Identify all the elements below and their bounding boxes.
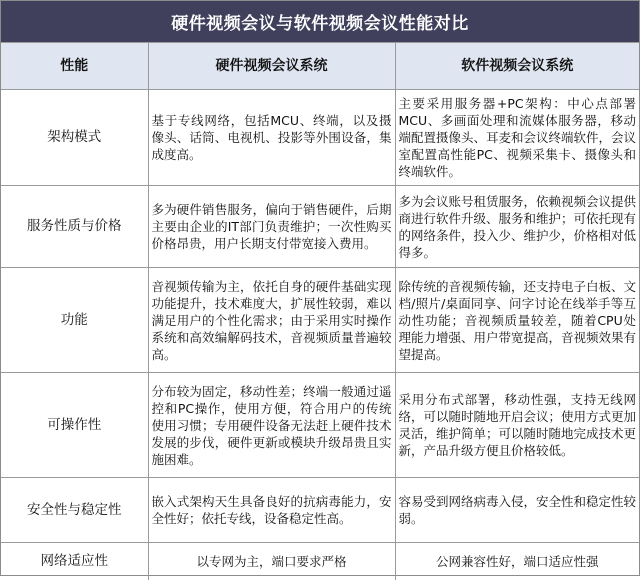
table-row	[1, 90, 639, 186]
table-row	[1, 373, 639, 478]
table-row	[1, 186, 639, 268]
header-hardware-system: 硬件视频会议系统	[148, 43, 395, 90]
software-cell: 主要采用服务器+PC架构：中心点部署MCU、多画面处理和流媒体服务器，移动端配置摄像头、耳麦和会议终端软件，会议室配置高性能PC、视频采集卡、摄像头和终端软件。	[395, 90, 639, 186]
table-row	[1, 268, 639, 373]
header-performance: 性能	[1, 43, 148, 90]
row-label: 服务性质与价格	[1, 186, 148, 268]
hardware-cell: 音视频传输为主，依托自身的硬件基础实现功能提升，技术难度大，扩展性较弱，难以满足用户的个性化需求；由于采用实时操作系统和高效编解码技术，音视频质量普遍较高。	[148, 268, 395, 373]
row-label: 安全性与稳定性	[1, 478, 148, 543]
row-label: 架构模式	[1, 90, 148, 186]
table-row	[1, 543, 639, 580]
table-row	[1, 478, 639, 543]
hardware-cell: 多为硬件销售服务，偏向于销售硬件，后期主要由企业的IT部门负责维护；一次性购买价格昂贵，用户长期支付带宽接入费用。	[148, 186, 395, 268]
hardware-cell: 嵌入式架构天生具备良好的抗病毒能力，安全性好；依托专线，设备稳定性高。	[148, 478, 395, 543]
software-cell: 采用分布式部署，移动性强，支持无线网络，可以随时随地开启会议；使用方式更加灵活，维护简单；可以随时随地完成技术更新，产品升级方便且价格较低。	[395, 373, 639, 478]
table-title: 硬件视频会议与软件视频会议性能对比	[1, 1, 639, 42]
software-cell: 除传统的音视频传输，还支持电子白板、文档/照片/桌面同享、问字讨论在线举手等互动性功能；音视频质量较差，随着CPU处理能力增强、用户带宽提高，音视频效果有望提高。	[395, 268, 639, 373]
header-software-system: 软件视频会议系统	[395, 43, 639, 90]
comparison-table	[1, 42, 639, 580]
row-label: 功能	[1, 268, 148, 373]
hardware-cell: 基于专线网络，包括MCU、终端，以及摄像头、话筒、电视机、投影等外围设备，集成度高。	[148, 90, 395, 186]
row-label: 可操作性	[1, 373, 148, 478]
hardware-cell: 以专网为主，端口要求严格	[148, 543, 395, 580]
hardware-cell: 分布较为固定，移动性差；终端一般通过遥控和PC操作，使用方便，符合用户的传统使用习惯；专用硬件设备无法赶上硬件技术发展的步伐，硬件更新或模块升级昂贵且实施困难。	[148, 373, 395, 478]
header-row	[1, 43, 639, 90]
software-cell: 公网兼容性好，端口适应性强	[395, 543, 639, 580]
software-cell: 容易受到网络病毒入侵，安全性和稳定性较弱。	[395, 478, 639, 543]
row-label: 网络适应性	[1, 543, 148, 580]
software-cell: 多为会议账号租赁服务，依赖视频会议提供商进行软件升级、服务和维护；可依托现有的网络条件，投入少、维护少，价格相对低得多。	[395, 186, 639, 268]
